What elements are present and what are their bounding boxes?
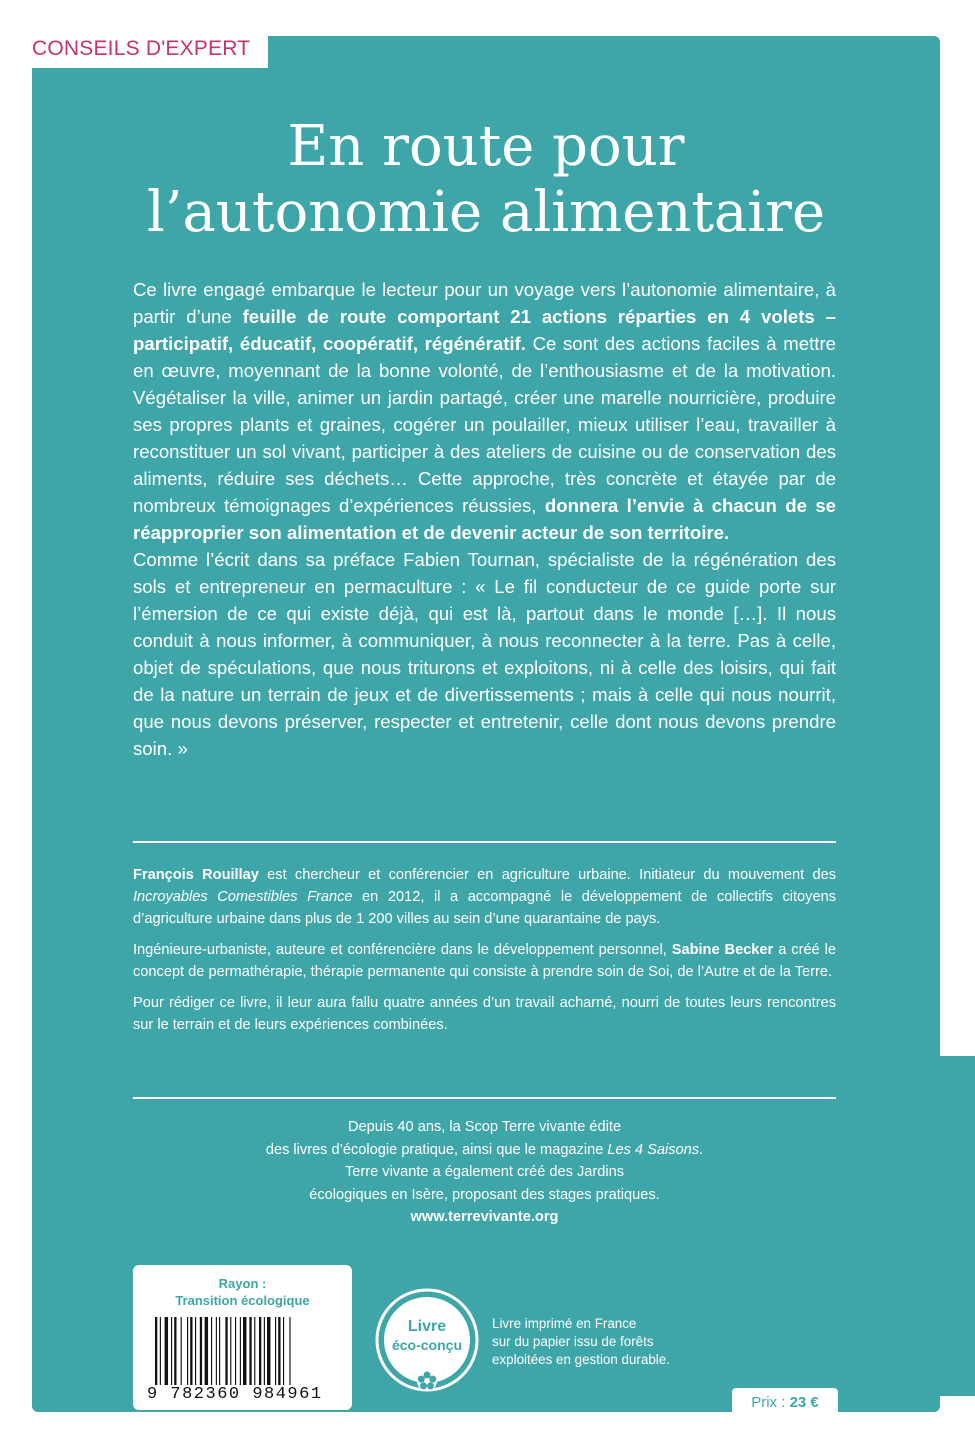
summary-text: Ce sont des actions faciles à mettre en œuvre, moyennant de la bonne volonté, de l’enthousiasme et de la motivation. Végétaliser la ville, animer un jardin partagé, créer une marelle nourricière, produire ses propres plants et graines, cogérer un poulailler, mieux utiliser l’eau, travailler à reconstituer un sol vivant, participer à des ateliers de cuisine ou de conservation des aliments, réduire ses déchets… Cette approche, très concrète et étayée par de nombreux témoignages d’expériences réussies, (133, 333, 836, 516)
publisher-line-1: Depuis 40 ans, la Scop Terre vivante édite (347, 1119, 622, 1135)
barcode-box (133, 1265, 352, 1410)
flower-icon (417, 1371, 437, 1391)
author-bios (133, 864, 836, 1045)
barcode-bar (171, 1317, 172, 1385)
barcode-bar (289, 1317, 290, 1385)
barcode-bar (267, 1317, 270, 1385)
eco-statement (492, 1315, 670, 1369)
publisher-line-4: écologiques en Isère, proposant des stages pratiques. (309, 1186, 660, 1203)
bio-joint: Pour rédiger ce livre, il leur aura fallu quatre années d’un travail acharné, nourri de toutes leurs rencontres sur le terrain et de leurs expériences combinées. (133, 995, 836, 1033)
isbn-number: 9 782360 984961 (147, 1385, 323, 1404)
eco-logo-line-2: éco-conçu (391, 1337, 463, 1353)
rayon-value: Transition écologique (175, 1293, 310, 1308)
barcode-bar (155, 1317, 157, 1385)
book-title-line-1: En route pour (287, 114, 685, 179)
bio-italic: Incroyables Comestibles France (133, 889, 353, 905)
barcode-bar (275, 1317, 276, 1385)
publisher-line-3: Terre vivante a également créé des Jardins (344, 1164, 625, 1180)
barcode-bar (259, 1317, 261, 1385)
eco-logo-line-1: Livre (407, 1318, 447, 1335)
barcode-bar (174, 1317, 176, 1385)
barcode-bar (165, 1317, 168, 1385)
publisher-text: des livres d’écologie pratique, ainsi que le magazine (265, 1141, 608, 1158)
barcode-bar (254, 1317, 255, 1385)
barcode-bar (225, 1317, 227, 1385)
summary-bold: donnera l’envie à chacun de se réapproprier son alimentation et de devenir acteur de son territoire. (133, 495, 836, 543)
author-name: Sabine Becker (671, 942, 774, 958)
barcode-bar (190, 1317, 192, 1385)
book-title (32, 114, 940, 246)
bio-text: en 2012, il a accompagné le développement de collectifs citoyens d’agriculture urbaine dans plus de 1 200 villes au sein d’une quarantaine de pays. (133, 889, 836, 927)
summary-text: Ce livre engagé embarque le lecteur pour un voyage vers l’autonomie alimentaire, à partir d’une (133, 279, 836, 327)
barcode (155, 1317, 335, 1385)
publisher-info (133, 1116, 836, 1229)
summary-paragraph-1 (133, 276, 836, 546)
bio-rouillay (133, 864, 836, 930)
publisher-url[interactable] (133, 1206, 836, 1229)
bio-text: a créé le concept de permathérapie, thérapie permanente qui consiste à prendre soin de Soi, de l’Autre et de la Terre. (133, 942, 837, 980)
price-value: 23 € (789, 1394, 819, 1411)
barcode-bar (187, 1317, 188, 1385)
barcode-bar (216, 1317, 217, 1385)
series-tag-label: CONSEILS D'EXPERT (32, 37, 251, 60)
barcode-bar (160, 1317, 161, 1385)
barcode-bar (211, 1317, 212, 1385)
barcode-bar (278, 1317, 280, 1385)
publisher-text: . (699, 1141, 704, 1158)
eco-statement-line: exploitées en gestion durable. (492, 1352, 670, 1367)
barcode-bar (264, 1317, 265, 1385)
author-name: François Rouillay (133, 867, 259, 883)
divider-bottom (133, 1097, 836, 1099)
series-tag (18, 30, 268, 68)
barcode-bar (249, 1317, 251, 1385)
eco-statement-line: Livre imprimé en France (492, 1316, 637, 1331)
eco-statement-line: sur du papier issu de forêts (492, 1334, 654, 1349)
barcode-bar (219, 1317, 220, 1385)
price-tag (732, 1388, 838, 1418)
barcode-bar (181, 1317, 182, 1385)
bio-text: est chercheur et conférencier en agriculture urbaine. Initiateur du mouvement des (258, 867, 836, 883)
barcode-bar (235, 1317, 236, 1385)
summary (133, 276, 836, 762)
barcode-bar (200, 1317, 202, 1385)
magazine-name: Les 4 Saisons (607, 1141, 700, 1158)
barcode-bar (283, 1317, 284, 1385)
bio-text: Ingénieure-urbaniste, auteure et conférencière dans le développement personnel, (133, 942, 672, 958)
rayon (133, 1275, 352, 1309)
summary-bold: feuille de route comportant 21 actions réparties en 4 volets – participatif, éducatif, coopératif, régénératif. (133, 306, 836, 354)
barcode-bar (195, 1317, 196, 1385)
divider-top (133, 841, 836, 843)
book-title-line-2: l’autonomie alimentaire (146, 180, 826, 245)
bio-becker (133, 939, 836, 983)
price-label: Prix : (751, 1394, 790, 1411)
barcode-bar (205, 1317, 208, 1385)
summary-paragraph-2: Comme l’écrit dans sa préface Fabien Tournan, spécialiste de la régénération des sols et entrepreneur en permaculture : « Le fil conducteur de ce guide porte sur l’émersion de ce qui existe déjà, qui est là, partout dans le monde […]. Il nous conduit à nous informer, à communiquer, à nous reconnecter à la terre. Pas à celle, objet de spéculations, que nous triturons et exploitons, ni à celle des loisirs, qui fait de la nature un terrain de jeux et de divertissements ; mais à celle qui nous nourrit, que nous devons préserver, respecter et entretenir, celle dont nous devons prendre soin. » (133, 549, 836, 759)
barcode-bar (230, 1317, 231, 1385)
publisher-line-2 (133, 1139, 836, 1162)
eco-design-logo (372, 1285, 482, 1400)
barcode-bar (243, 1317, 246, 1385)
rayon-label: Rayon : (218, 1276, 267, 1291)
publisher-url-text[interactable]: www.terrevivante.org (410, 1209, 559, 1225)
side-tab (940, 1056, 975, 1396)
barcode-bar (240, 1317, 241, 1385)
